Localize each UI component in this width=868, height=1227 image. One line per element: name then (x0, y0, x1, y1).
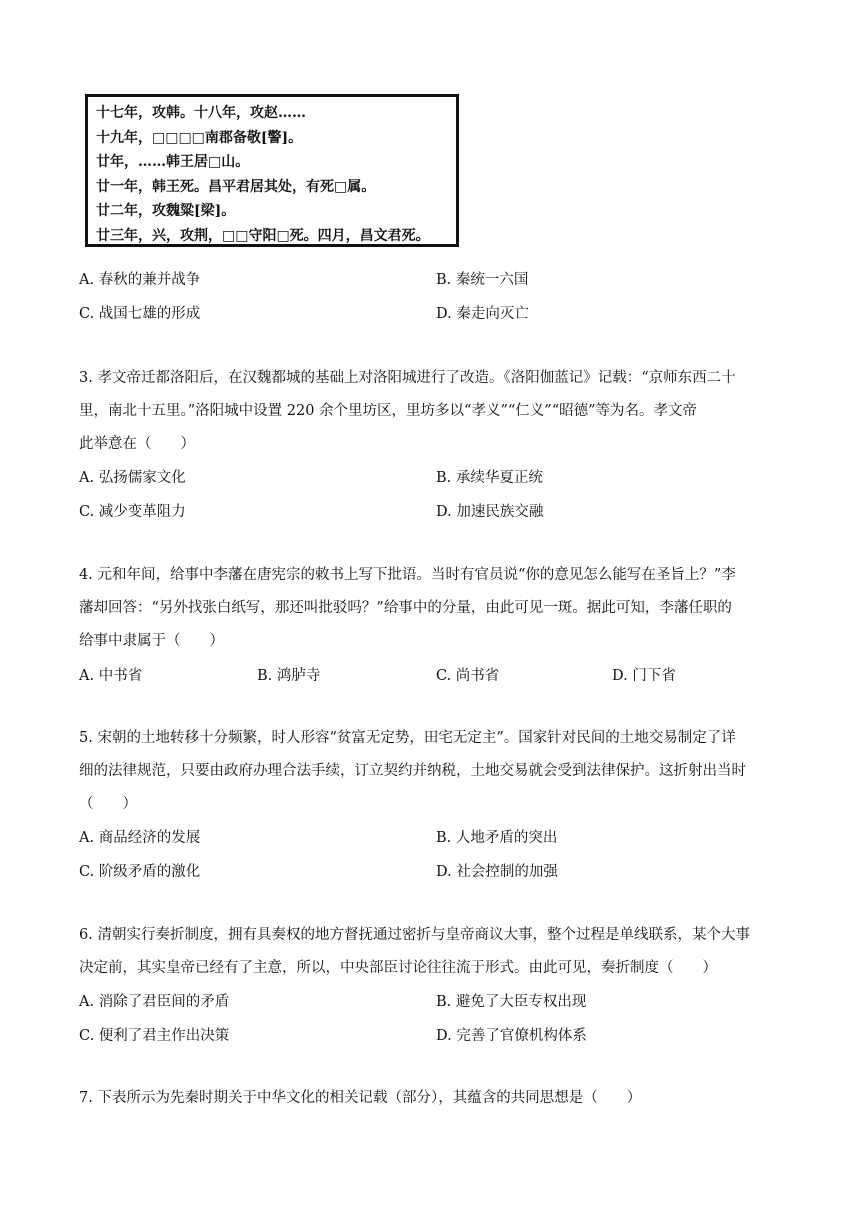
q4-option-b: B. 鸿胪寺 (257, 668, 321, 684)
q5-option-c: C. 阶级矛盾的激化 (79, 864, 201, 880)
q4-option-c: C. 尚书省 (436, 668, 500, 684)
q4-option-d: D. 门下省 (612, 668, 676, 684)
q4-stem-line: 藩却回答：“另外找张白纸写，那还叫批驳吗？”给事中的分量，由此可见一斑。据此可知，李藩任职的 (79, 600, 732, 616)
q6-option-b: B. 避免了大臣专权出现 (436, 994, 587, 1010)
excerpt-line: 十九年，□□□□南郡备敬[警]。 (96, 129, 303, 146)
q3-option-b: B. 承续华夏正统 (436, 470, 543, 486)
q6-option-a: A. 消除了君臣间的矛盾 (79, 994, 230, 1010)
q5-stem-line: （ ） (79, 796, 137, 812)
excerpt-line: 廿三年，兴，攻荆，□□守阳□死。四月，昌文君死。 (96, 227, 430, 244)
q2-option-d: D. 秦走向灭亡 (436, 306, 529, 322)
q2-option-a: A. 春秋的兼并战争 (79, 272, 201, 288)
excerpt-line: 廿二年，攻魏粱[梁]。 (96, 203, 236, 219)
q6-option-c: C. 便利了君主作出决策 (79, 1028, 230, 1044)
q3-option-d: D. 加速民族交融 (436, 504, 544, 520)
q5-stem-line: 细的法律规范，只要由政府办理合法手续，订立契约并纳税，土地交易就会受到法律保护。这折射出当时 (79, 763, 746, 779)
q4-option-a: A. 中书省 (79, 668, 143, 684)
q4-stem-line: 给事中隶属于（ ） (79, 633, 224, 649)
q2-option-b: B. 秦统一六国 (436, 272, 529, 288)
q6-stem-line: 6. 清朝实行奏折制度，拥有具奏权的地方督抚通过密折与皇帝商议大事，整个过程是单线联系，某个大事 (79, 927, 750, 943)
q3-stem-line: 里，南北十五里。”洛阳城中设置 220 余个里坊区，里坊多以“孝义”“仁义”“昭德”等为名。孝文帝 (79, 403, 698, 419)
qin-chronicle-excerpt-box (85, 94, 459, 247)
q3-stem-line: 3. 孝文帝迁都洛阳后，在汉魏都城的基础上对洛阳城进行了改造。《洛阳伽蓝记》记载：“京师东西二十 (79, 370, 736, 386)
q5-option-b: B. 人地矛盾的突出 (436, 830, 558, 846)
q6-stem-line: 决定前，其实皇帝已经有了主意，所以，中央部臣讨论往往流于形式。由此可见，奏折制度（ ） (79, 960, 717, 976)
q2-option-c: C. 战国七雄的形成 (79, 306, 201, 322)
q3-option-c: C. 减少变革阻力 (79, 504, 186, 520)
q6-option-d: D. 完善了官僚机构体系 (436, 1028, 587, 1044)
q5-stem-line: 5. 宋朝的土地转移十分频繁，时人形容“贫富无定势，田宅无定主”。国家针对民间的土地交易制定了详 (79, 730, 736, 746)
q7-stem-line: 7. 下表所示为先秦时期关于中华文化的相关记载（部分），其蕴含的共同思想是（ ） (79, 1090, 642, 1106)
q5-option-d: D. 社会控制的加强 (436, 864, 558, 880)
excerpt-line: 十七年，攻韩。十八年，攻赵…… (96, 105, 306, 121)
q3-option-a: A. 弘扬儒家文化 (79, 470, 186, 486)
q4-stem-line: 4. 元和年间，给事中李藩在唐宪宗的敕书上写下批语。当时有官员说“你的意见怎么能写在圣旨上？”李 (79, 567, 736, 583)
excerpt-line: 廿一年，韩王死。昌平君居其处，有死□属。 (96, 178, 376, 195)
excerpt-line: 廿年，……韩王居□山。 (96, 154, 250, 170)
q5-option-a: A. 商品经济的发展 (79, 830, 201, 846)
q3-stem-line: 此举意在（ ） (79, 436, 195, 452)
